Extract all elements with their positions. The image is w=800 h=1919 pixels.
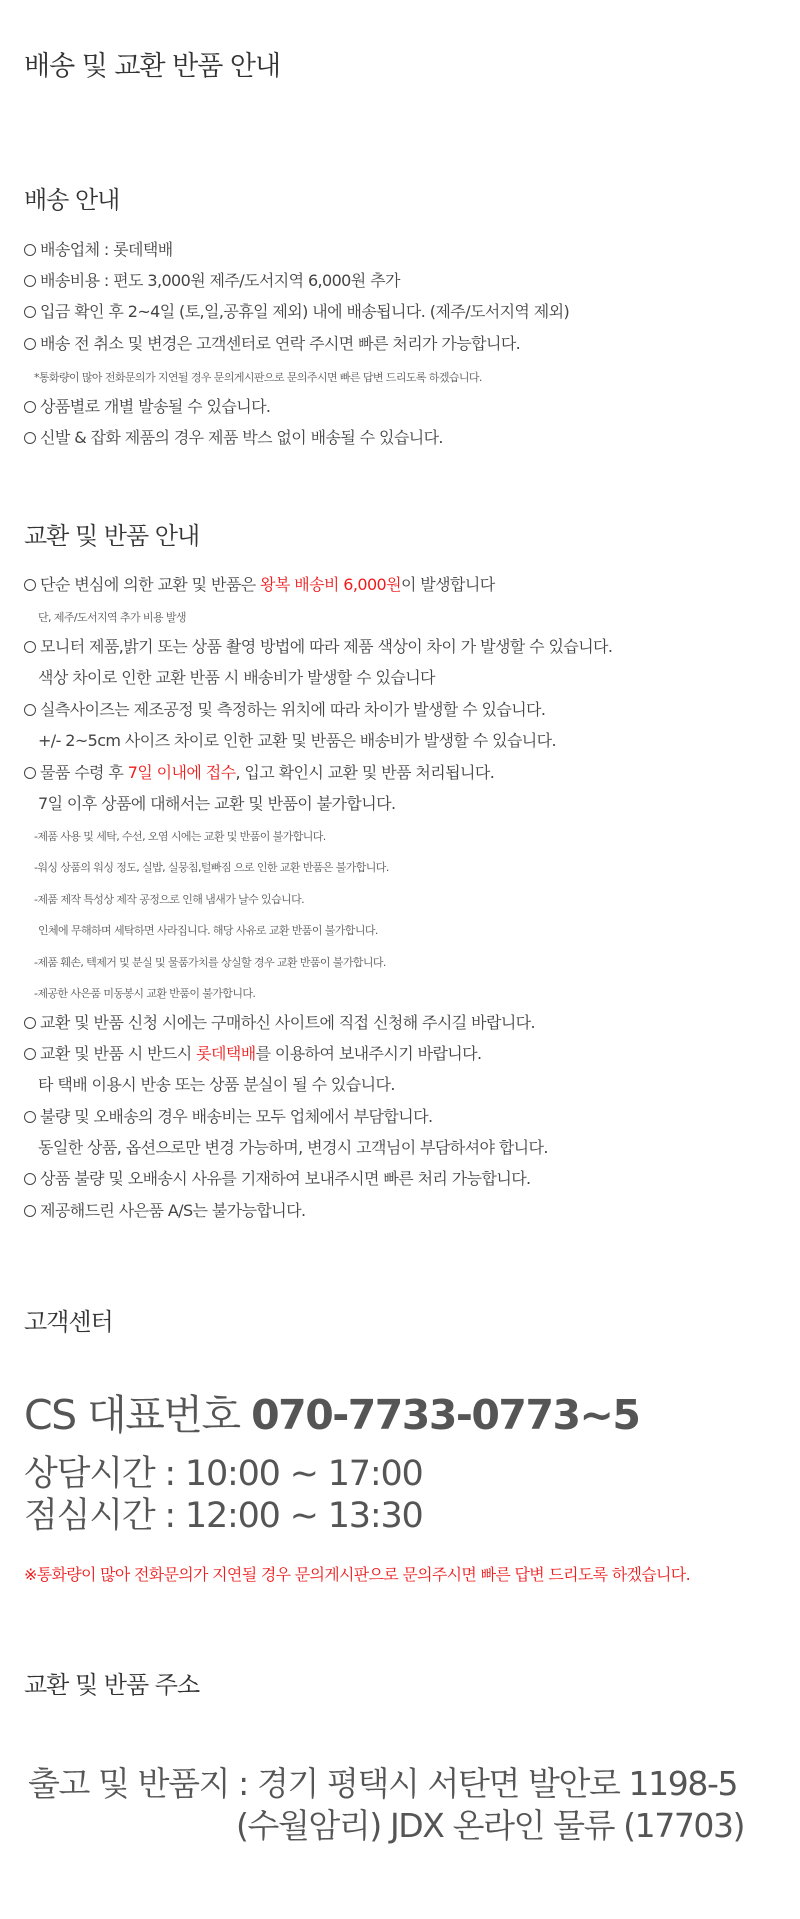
circle-bullet-icon	[24, 579, 36, 591]
exchange-note: -제품 제작 특성상 제작 공정으로 인해 냄새가 날수 있습니다.	[34, 893, 305, 906]
circle-bullet-icon	[24, 1205, 36, 1217]
circle-bullet-icon	[24, 1017, 36, 1029]
exchange-note: -제품 훼손, 텍제거 및 분실 및 물품가치를 상실할 경우 교환 반품이 불가합니다.	[34, 956, 386, 969]
exchange-note: -워싱 상품의 워싱 정도, 실밥, 실뭉침,털빠짐 으로 인한 교환 반품은 불가합니다.	[34, 861, 389, 874]
address-heading: 교환 및 반품 주소	[24, 1671, 200, 1699]
courier-highlight: 롯데택배	[196, 1044, 256, 1063]
exchange-item: 교환 및 반품 시 반드시 롯데택배를 이용하여 보내주시기 바랍니다.	[24, 1043, 482, 1065]
circle-bullet-icon	[24, 1111, 36, 1123]
cs-notice: ※통화량이 많아 전화문의가 지연될 경우 문의게시판으로 문의주시면 빠른 답변 드리도록 하겠습니다.	[24, 1565, 690, 1584]
cs-lunch: 점심시간 : 12:00 ~ 13:30	[24, 1496, 423, 1536]
circle-bullet-icon	[24, 306, 36, 318]
exchange-subline: 타 택배 이용시 반송 또는 상품 분실이 될 수 있습니다.	[38, 1075, 395, 1094]
exchange-subline: 색상 차이로 인한 교환 반품 시 배송비가 발생할 수 있습니다	[38, 668, 435, 687]
page-title: 배송 및 교환 반품 안내	[24, 51, 281, 82]
exchange-subline: +/- 2~5cm 사이즈 차이로 인한 교환 및 반품은 배송비가 발생할 수 있습니다.	[38, 731, 557, 750]
circle-bullet-icon	[24, 401, 36, 413]
circle-bullet-icon	[24, 1173, 36, 1185]
exchange-note: -제공한 사은품 미동봉시 교환 반품이 불가합니다.	[34, 987, 256, 1000]
exchange-item: 실측사이즈는 제조공정 및 측정하는 위치에 따라 차이가 발생할 수 있습니다.	[24, 699, 545, 721]
shipping-item: 배송비용 : 편도 3,000원 제주/도서지역 6,000원 추가	[24, 270, 400, 292]
round-trip-fee: 왕복 배송비 6,000원	[260, 575, 401, 594]
exchange-item: 상품 불량 및 오배송시 사유를 기재하여 보내주시면 빠른 처리 가능합니다.	[24, 1168, 531, 1190]
cs-hours: 상담시간 : 10:00 ~ 17:00	[24, 1454, 423, 1494]
circle-bullet-icon	[24, 275, 36, 287]
exchange-note: 인체에 무해하며 세탁하면 사라집니다. 해당 사유로 교환 반품이 불가합니다.	[38, 924, 378, 937]
shipping-item: 상품별로 개별 발송될 수 있습니다.	[24, 396, 270, 418]
circle-bullet-icon	[24, 641, 36, 653]
shipping-item: 입금 확인 후 2~4일 (토,일,공휴일 제외) 내에 배송됩니다. (제주/도서지역 제외)	[24, 301, 569, 323]
exchange-item: 물품 수령 후 7일 이내에 접수, 입고 확인시 교환 및 반품 처리됩니다.	[24, 762, 494, 784]
cs-phone-number: 070-7733-0773~5	[251, 1391, 640, 1439]
exchange-note: -제품 사용 및 세탁, 수선, 오염 시에는 교환 및 반품이 불가합니다.	[34, 830, 326, 843]
circle-bullet-icon	[24, 432, 36, 444]
shipping-heading: 배송 안내	[24, 186, 120, 214]
address-line1: 출고 및 반품지 : 경기 평택시 서탄면 발안로 1198-5	[28, 1764, 738, 1803]
shipping-note: *통화량이 많아 전화문의가 지연될 경우 문의게시판으로 문의주시면 빠른 답변 드리도록 하겠습니다.	[34, 371, 482, 384]
exchange-item: 불량 및 오배송의 경우 배송비는 모두 업체에서 부담합니다.	[24, 1106, 432, 1128]
exchange-item: 모니터 제품,밝기 또는 상품 촬영 방법에 따라 제품 색상이 차이 가 발생할 수 있습니다.	[24, 636, 612, 658]
exchange-item: 교환 및 반품 신청 시에는 구매하신 사이트에 직접 신청해 주시길 바랍니다.	[24, 1012, 535, 1034]
shipping-item: 신발 & 잡화 제품의 경우 제품 박스 없이 배송될 수 있습니다.	[24, 427, 443, 449]
exchange-item: 제공해드린 사은품 A/S는 불가능합니다.	[24, 1200, 305, 1222]
exchange-note: 단, 제주/도서지역 추가 비용 발생	[38, 611, 186, 624]
circle-bullet-icon	[24, 338, 36, 350]
exchange-item: 단순 변심에 의한 교환 및 반품은 왕복 배송비 6,000원이 발생합니다	[24, 574, 495, 596]
exchange-subline: 7일 이후 상품에 대해서는 교환 및 반품이 불가합니다.	[38, 794, 396, 813]
circle-bullet-icon	[24, 1048, 36, 1060]
cs-phone-line	[24, 1382, 639, 1441]
circle-bullet-icon	[24, 767, 36, 779]
deadline-highlight: 7일 이내에 접수	[127, 763, 236, 782]
shipping-item: 배송업체 : 롯데택배	[24, 239, 173, 261]
exchange-subline: 동일한 상품, 옵션으로만 변경 가능하며, 변경시 고객님이 부담하셔야 합니다.	[38, 1138, 548, 1157]
address-line2: (수월암리) JDX 온라인 물류 (17703)	[236, 1806, 745, 1845]
cs-heading: 고객센터	[24, 1308, 113, 1336]
shipping-item: 배송 전 취소 및 변경은 고객센터로 연락 주시면 빠른 처리가 가능합니다.	[24, 333, 520, 355]
cs-label: CS 대표번호	[24, 1391, 252, 1439]
circle-bullet-icon	[24, 244, 36, 256]
exchange-heading: 교환 및 반품 안내	[24, 522, 200, 550]
circle-bullet-icon	[24, 704, 36, 716]
